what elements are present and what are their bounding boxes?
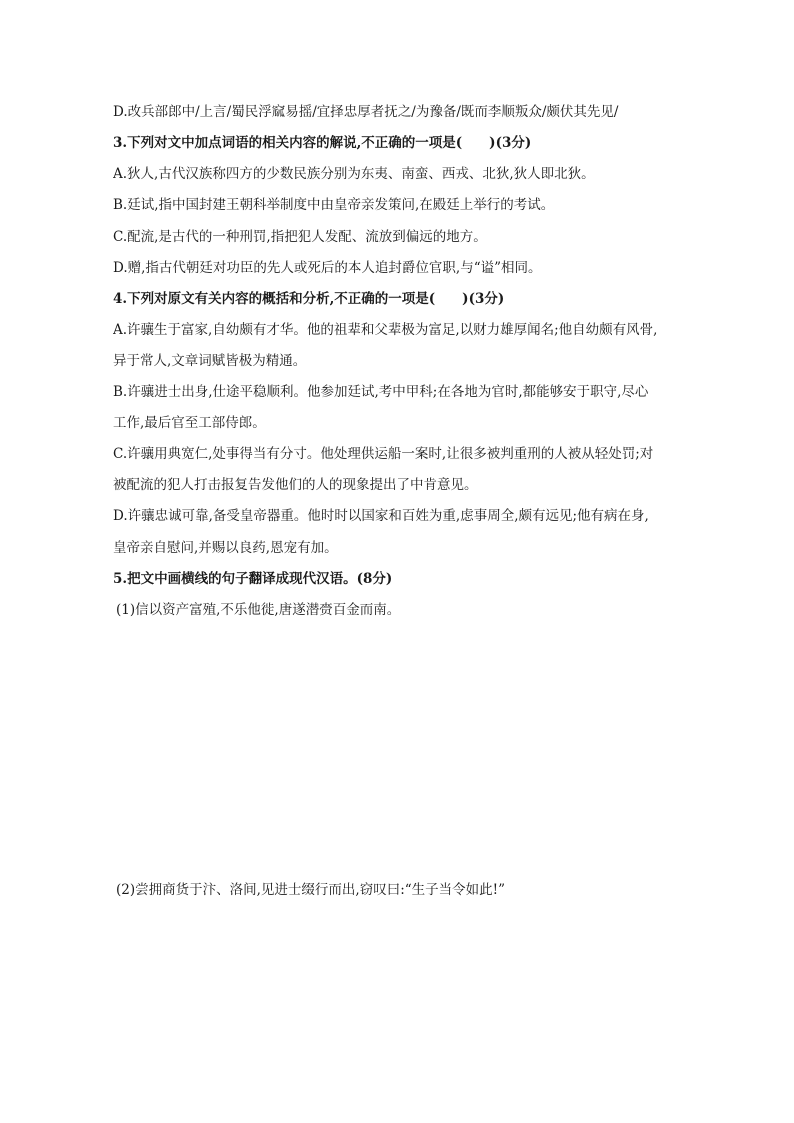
q5-sentence-1: (1)信以资产富殖,不乐他徙,唐遂潜赍百金而南。 [116, 602, 401, 618]
q4-option-c-line2: 被配流的犯人打击报复告发他们的人的现象提出了中肯意见。 [113, 477, 478, 493]
q4-option-a-line1: A.许骧生于富家,自幼颇有才华。他的祖辈和父辈极为富足,以财力雄厚闻名;他自幼颇有风骨, [113, 322, 658, 338]
q3-option-d: D.赠,指古代朝廷对功臣的先人或死后的本人追封爵位官职,与“谥”相同。 [113, 260, 542, 276]
q3-option-b: B.廷试,指中国封建王朝科举制度中由皇帝亲发策问,在殿廷上举行的考试。 [113, 197, 555, 213]
q2-option-d: D.改兵部郎中/上言/蜀民浮窳易摇/宜择忠厚者抚之/为豫备/既而李顺叛众/颇伏其先见/ [113, 104, 619, 120]
q3-stem: 3.下列对文中加点词语的相关内容的解说,不正确的一项是( )(3分) [113, 135, 532, 151]
q5-stem: 5.把文中画横线的句子翻译成现代汉语。(8分) [113, 571, 393, 587]
q5-sentence-2: (2)尝拥商货于汴、洛间,见进士缀行而出,窃叹曰:“生子当令如此!” [116, 882, 505, 898]
q4-option-c-line1: C.许骧用典宽仁,处事得当有分寸。他处理供运船一案时,让很多被判重刑的人被从轻处罚;对 [113, 446, 654, 462]
q4-option-b-line2: 工作,最后官至工部侍郎。 [113, 415, 266, 431]
q4-option-d-line1: D.许骧忠诚可靠,备受皇帝器重。他时时以国家和百姓为重,虑事周全,颇有远见;他有病在身, [113, 508, 649, 524]
q4-stem: 4.下列对原文有关内容的概括和分析,不正确的一项是( )(3分) [113, 291, 505, 307]
q4-option-b-line1: B.许骧进士出身,仕途平稳顺利。他参加廷试,考中甲科;在各地为官时,都能够安于职守,尽心 [113, 384, 649, 400]
q3-option-c: C.配流,是古代的一种刑罚,指把犯人发配、流放到偏远的地方。 [113, 229, 487, 245]
q4-option-d-line2: 皇帝亲自慰问,并赐以良药,恩宠有加。 [113, 540, 338, 556]
q4-option-a-line2: 异于常人,文章词赋皆极为精通。 [113, 353, 307, 369]
q3-option-a: A.狄人,古代汉族称四方的少数民族分别为东夷、南蛮、西戎、北狄,狄人即北狄。 [113, 166, 595, 182]
